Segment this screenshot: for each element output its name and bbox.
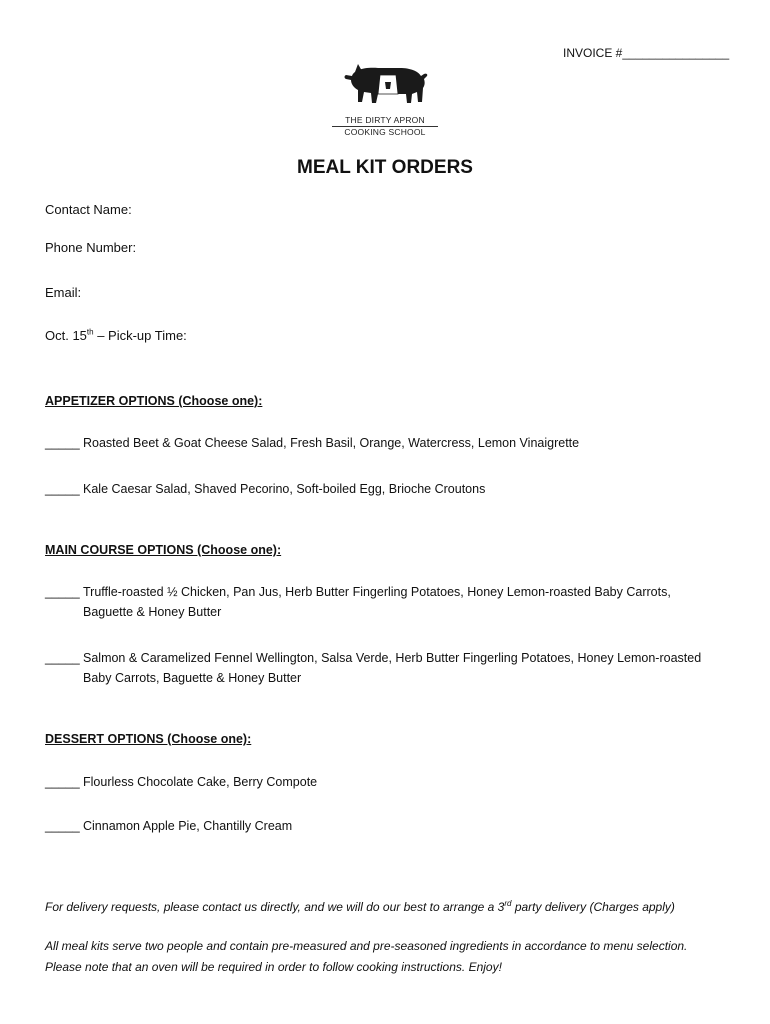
- main-course-blank-2[interactable]: _____: [45, 651, 80, 665]
- meal-kit-note-line2: Please note that an oven will be required in order to follow cooking instructions. Enjoy!: [45, 960, 502, 974]
- appetizer-option-1: Roasted Beet & Goat Cheese Salad, Fresh Basil, Orange, Watercress, Lemon Vinaigrette: [83, 436, 580, 450]
- main-course-option-2-line2: Baby Carrots, Baguette & Honey Butter: [83, 671, 302, 685]
- main-course-heading: MAIN COURSE OPTIONS (Choose one):: [45, 543, 282, 557]
- appetizer-option-2: Kale Caesar Salad, Shaved Pecorino, Soft-boiled Egg, Brioche Croutons: [83, 482, 486, 496]
- dessert-blank-1[interactable]: _____: [45, 775, 80, 789]
- pickup-time-label: Oct. 15th – Pick-up Time:: [45, 327, 187, 343]
- invoice-number-label: INVOICE #________________: [563, 46, 730, 60]
- dessert-option-2: Cinnamon Apple Pie, Chantilly Cream: [83, 819, 293, 833]
- pig-icon: [330, 62, 440, 112]
- appetizer-blank-1[interactable]: _____: [45, 436, 80, 450]
- main-course-option-1-line2: Baguette & Honey Butter: [83, 605, 222, 619]
- appetizer-blank-2[interactable]: _____: [45, 482, 80, 496]
- main-course-option-2-line1: Salmon & Caramelized Fennel Wellington, Salsa Verde, Herb Butter Fingerling Potatoes, Honey Lemon-roasted: [83, 651, 702, 665]
- contact-name-label: Contact Name:: [45, 202, 132, 217]
- dirty-apron-logo: [330, 62, 440, 138]
- dessert-heading: DESSERT OPTIONS (Choose one):: [45, 732, 252, 746]
- meal-kit-note-line1: All meal kits serve two people and contain pre-measured and pre-seasoned ingredients in accordance to menu selection.: [45, 939, 688, 953]
- main-course-option-1-line1: Truffle-roasted ½ Chicken, Pan Jus, Herb Butter Fingerling Potatoes, Honey Lemon-roasted Baby Carrots,: [83, 585, 671, 599]
- phone-number-label: Phone Number:: [45, 240, 137, 255]
- page-title: MEAL KIT ORDERS: [297, 157, 473, 178]
- dessert-blank-2[interactable]: _____: [45, 819, 80, 833]
- appetizer-heading: APPETIZER OPTIONS (Choose one):: [45, 394, 263, 408]
- dessert-option-1: Flourless Chocolate Cake, Berry Compote: [83, 775, 318, 789]
- delivery-note: For delivery requests, please contact us directly, and we will do our best to arrange a 3rd party delivery (Charges apply): [45, 899, 675, 914]
- logo-text-line2: COOKING SCHOOL: [344, 127, 426, 137]
- logo-text-line1: THE DIRTY APRON: [345, 115, 425, 125]
- email-label: Email:: [45, 285, 82, 300]
- main-course-blank-1[interactable]: _____: [45, 585, 80, 599]
